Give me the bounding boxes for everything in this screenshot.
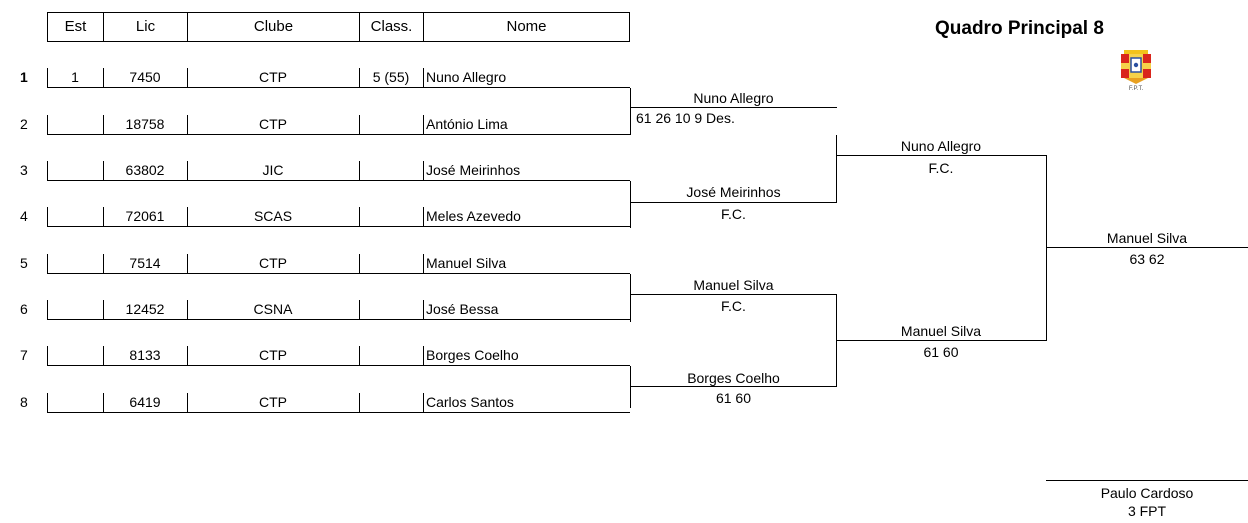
player-class [359, 206, 423, 226]
player-est [47, 345, 103, 365]
player-row-underline [47, 180, 630, 181]
cell-separator [359, 254, 360, 273]
player-class [359, 392, 423, 412]
player-class [359, 253, 423, 273]
player-lic: 7514 [129, 255, 161, 271]
cell-separator [47, 207, 48, 226]
player-row-underline [47, 134, 630, 135]
player-seed-number: 8 [20, 394, 28, 410]
player-name: José Meirinhos [426, 162, 521, 178]
player-est [47, 206, 103, 226]
final-winner: Manuel Silva [1106, 230, 1188, 246]
player-lic: 12452 [125, 301, 165, 317]
bracket-semi-connector [1046, 155, 1047, 341]
cell-separator [359, 207, 360, 226]
cell-separator [359, 115, 360, 134]
col-header-nome: Nome [423, 12, 630, 41]
player-row-underline [47, 87, 630, 88]
cell-separator [359, 346, 360, 365]
final-score: 63 62 [1129, 251, 1165, 267]
cell-separator [187, 115, 188, 134]
player-lic: 7450 [129, 69, 161, 85]
cell-separator [423, 346, 424, 365]
r2-winner-1: Nuno Allegro [693, 90, 774, 106]
player-club: CSNA [253, 301, 293, 317]
r2-winner-3: Manuel Silva [693, 277, 774, 293]
player-class [359, 160, 423, 180]
cell-separator [187, 254, 188, 273]
cell-separator [423, 68, 424, 87]
r2-score-1: 61 26 10 9 Des. [636, 110, 735, 126]
bracket-final-line [1046, 247, 1248, 248]
cell-separator [423, 393, 424, 412]
player-club: CTP [259, 394, 287, 410]
player-lic: 72061 [125, 208, 165, 224]
player-est: 1 [71, 69, 79, 85]
r2-score-4: 61 60 [715, 390, 752, 406]
cell-separator [103, 300, 104, 319]
player-club: CTP [259, 69, 287, 85]
bracket-semi-line-2 [836, 340, 1046, 341]
player-club: CTP [259, 116, 287, 132]
r2-score-3: F.C. [721, 298, 746, 314]
player-class [359, 345, 423, 365]
player-lic: 63802 [125, 162, 165, 178]
col-header-clube: Clube [187, 12, 359, 41]
referee-name: Paulo Cardoso [1100, 485, 1194, 501]
cell-separator [187, 207, 188, 226]
player-name: Meles Azevedo [426, 208, 521, 224]
player-row-underline [47, 319, 630, 320]
cell-separator [359, 393, 360, 412]
player-lic: 18758 [125, 116, 165, 132]
player-est [47, 392, 103, 412]
cell-separator [423, 207, 424, 226]
bracket-r2-line-3 [630, 294, 837, 295]
cell-separator [359, 161, 360, 180]
r2-winner-2: José Meirinhos [686, 184, 781, 200]
player-club: SCAS [253, 208, 293, 224]
r2-score-2: F.C. [721, 206, 746, 222]
player-seed-number: 2 [20, 116, 28, 132]
cell-separator [187, 393, 188, 412]
player-name: José Bessa [426, 301, 499, 317]
player-row-underline [47, 412, 630, 413]
cell-separator [103, 115, 104, 134]
referee-line [1046, 480, 1248, 481]
cell-separator [47, 254, 48, 273]
logo-caption: F.P.T. [1128, 86, 1144, 92]
cell-separator [423, 254, 424, 273]
referee-role: 3 FPT [1127, 503, 1167, 519]
player-name: Borges Coelho [426, 347, 519, 363]
player-name: Manuel Silva [426, 255, 507, 271]
r2-winner-4: Borges Coelho [687, 370, 780, 386]
col-header-est: Est [47, 12, 103, 41]
cell-separator [359, 68, 360, 87]
cell-separator [423, 115, 424, 134]
bracket-r2-line-1 [630, 107, 837, 108]
cell-separator [103, 161, 104, 180]
player-seed-number: 7 [20, 347, 28, 363]
player-est [47, 160, 103, 180]
player-seed-number: 1 [20, 69, 28, 85]
player-row-underline [47, 226, 630, 227]
semi-winner-1: Nuno Allegro [900, 138, 982, 154]
player-lic: 6419 [129, 394, 161, 410]
player-name: António Lima [426, 116, 508, 132]
draw-title: Quadro Principal 8 [935, 18, 1104, 39]
player-club: CTP [259, 347, 287, 363]
player-club: CTP [259, 255, 287, 271]
cell-separator [187, 161, 188, 180]
cell-separator [47, 68, 48, 87]
player-row-underline [47, 365, 630, 366]
col-header-lic: Lic [103, 12, 187, 41]
player-row-underline [47, 273, 630, 274]
bracket-r2-line-2 [630, 202, 837, 203]
cell-separator [47, 346, 48, 365]
cell-separator [187, 300, 188, 319]
player-name: Carlos Santos [426, 394, 514, 410]
player-est [47, 299, 103, 319]
player-est [47, 114, 103, 134]
cell-separator [47, 300, 48, 319]
cell-separator [423, 161, 424, 180]
fpt-logo [1118, 48, 1154, 92]
player-seed-number: 3 [20, 162, 28, 178]
cell-separator [359, 300, 360, 319]
cell-separator [423, 300, 424, 319]
cell-separator [187, 68, 188, 87]
semi-winner-2: Manuel Silva [900, 323, 982, 339]
cell-separator [103, 254, 104, 273]
semi-score-2: 61 60 [923, 344, 959, 360]
cell-separator [103, 207, 104, 226]
player-class [359, 299, 423, 319]
header-bottom-line [47, 41, 630, 42]
player-lic: 8133 [129, 347, 161, 363]
player-est [47, 253, 103, 273]
cell-separator [103, 68, 104, 87]
player-club: JIC [262, 162, 284, 178]
player-seed-number: 5 [20, 255, 28, 271]
col-header-class: Class. [359, 12, 423, 41]
player-class: 5 (55) [372, 69, 410, 85]
cell-separator [187, 346, 188, 365]
cell-separator [103, 393, 104, 412]
cell-separator [47, 115, 48, 134]
cell-separator [47, 161, 48, 180]
cell-separator [103, 346, 104, 365]
semi-score-1: F.C. [928, 160, 954, 176]
bracket-semi-line-1 [836, 155, 1046, 156]
player-class [359, 114, 423, 134]
player-seed-number: 4 [20, 208, 28, 224]
cell-separator [47, 393, 48, 412]
player-seed-number: 6 [20, 301, 28, 317]
player-name: Nuno Allegro [426, 69, 507, 85]
